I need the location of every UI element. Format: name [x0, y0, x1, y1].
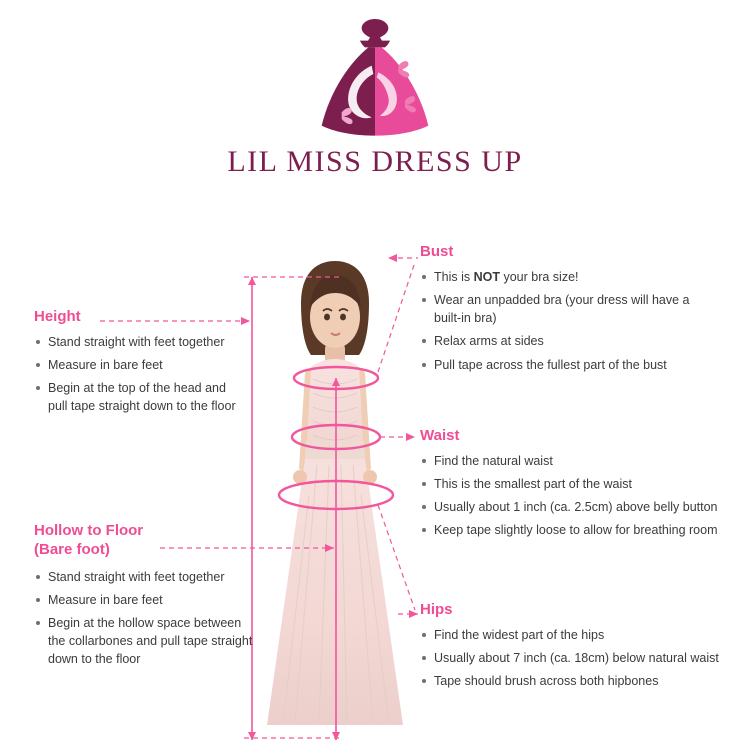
- list-item: Stand straight with feet together: [34, 333, 246, 351]
- section-bust-list: [420, 268, 720, 374]
- section-waist-list: [420, 452, 720, 540]
- dress-logo-icon: [290, 14, 460, 139]
- list-item: This is NOT your bra size!: [420, 268, 720, 286]
- list-item: Usually about 1 inch (ca. 2.5cm) above belly button: [420, 498, 720, 516]
- section-hips-title: Hips: [420, 601, 453, 618]
- section-height: [34, 308, 246, 421]
- list-item: Find the natural waist: [420, 452, 720, 470]
- section-hips-list: [420, 626, 720, 690]
- list-item: Pull tape across the fullest part of the bust: [420, 356, 720, 374]
- section-bust-title: Bust: [420, 243, 454, 260]
- list-item: Begin at the top of the head and pull tape straight down to the floor: [34, 379, 246, 415]
- section-hollow-title-line1: Hollow to Floor: [34, 522, 144, 539]
- list-item: Relax arms at sides: [420, 332, 720, 350]
- list-item: Keep tape slightly loose to allow for breathing room: [420, 521, 720, 539]
- section-hollow-to-floor: [34, 522, 254, 673]
- brand-header: [0, 14, 750, 179]
- section-hollow-title-line2: (Bare foot): [34, 540, 110, 558]
- section-waist: [420, 427, 720, 545]
- list-item: This is the smallest part of the waist: [420, 475, 720, 493]
- list-item: Measure in bare feet: [34, 356, 246, 374]
- section-hollow-title: [34, 522, 254, 560]
- section-height-list: [34, 333, 246, 416]
- list-item: Begin at the hollow space between the collarbones and pull tape straight down to the floor: [34, 614, 254, 668]
- section-waist-title: Waist: [420, 427, 460, 444]
- list-item: Find the widest part of the hips: [420, 626, 720, 644]
- list-item: Stand straight with feet together: [34, 568, 254, 586]
- section-hips: [420, 601, 720, 695]
- section-bust: [420, 243, 720, 379]
- list-item: Measure in bare feet: [34, 591, 254, 609]
- section-height-title: Height: [34, 308, 81, 325]
- list-item: Tape should brush across both hipbones: [420, 672, 720, 690]
- girl-in-flower-girl-dress-photo: [243, 255, 428, 735]
- list-item: Wear an unpadded bra (your dress will have a built-in bra): [420, 291, 720, 327]
- brand-name: LIL MISS DRESS UP: [227, 145, 523, 178]
- section-hollow-list: [34, 568, 254, 669]
- list-item: Usually about 7 inch (ca. 18cm) below natural waist: [420, 649, 720, 667]
